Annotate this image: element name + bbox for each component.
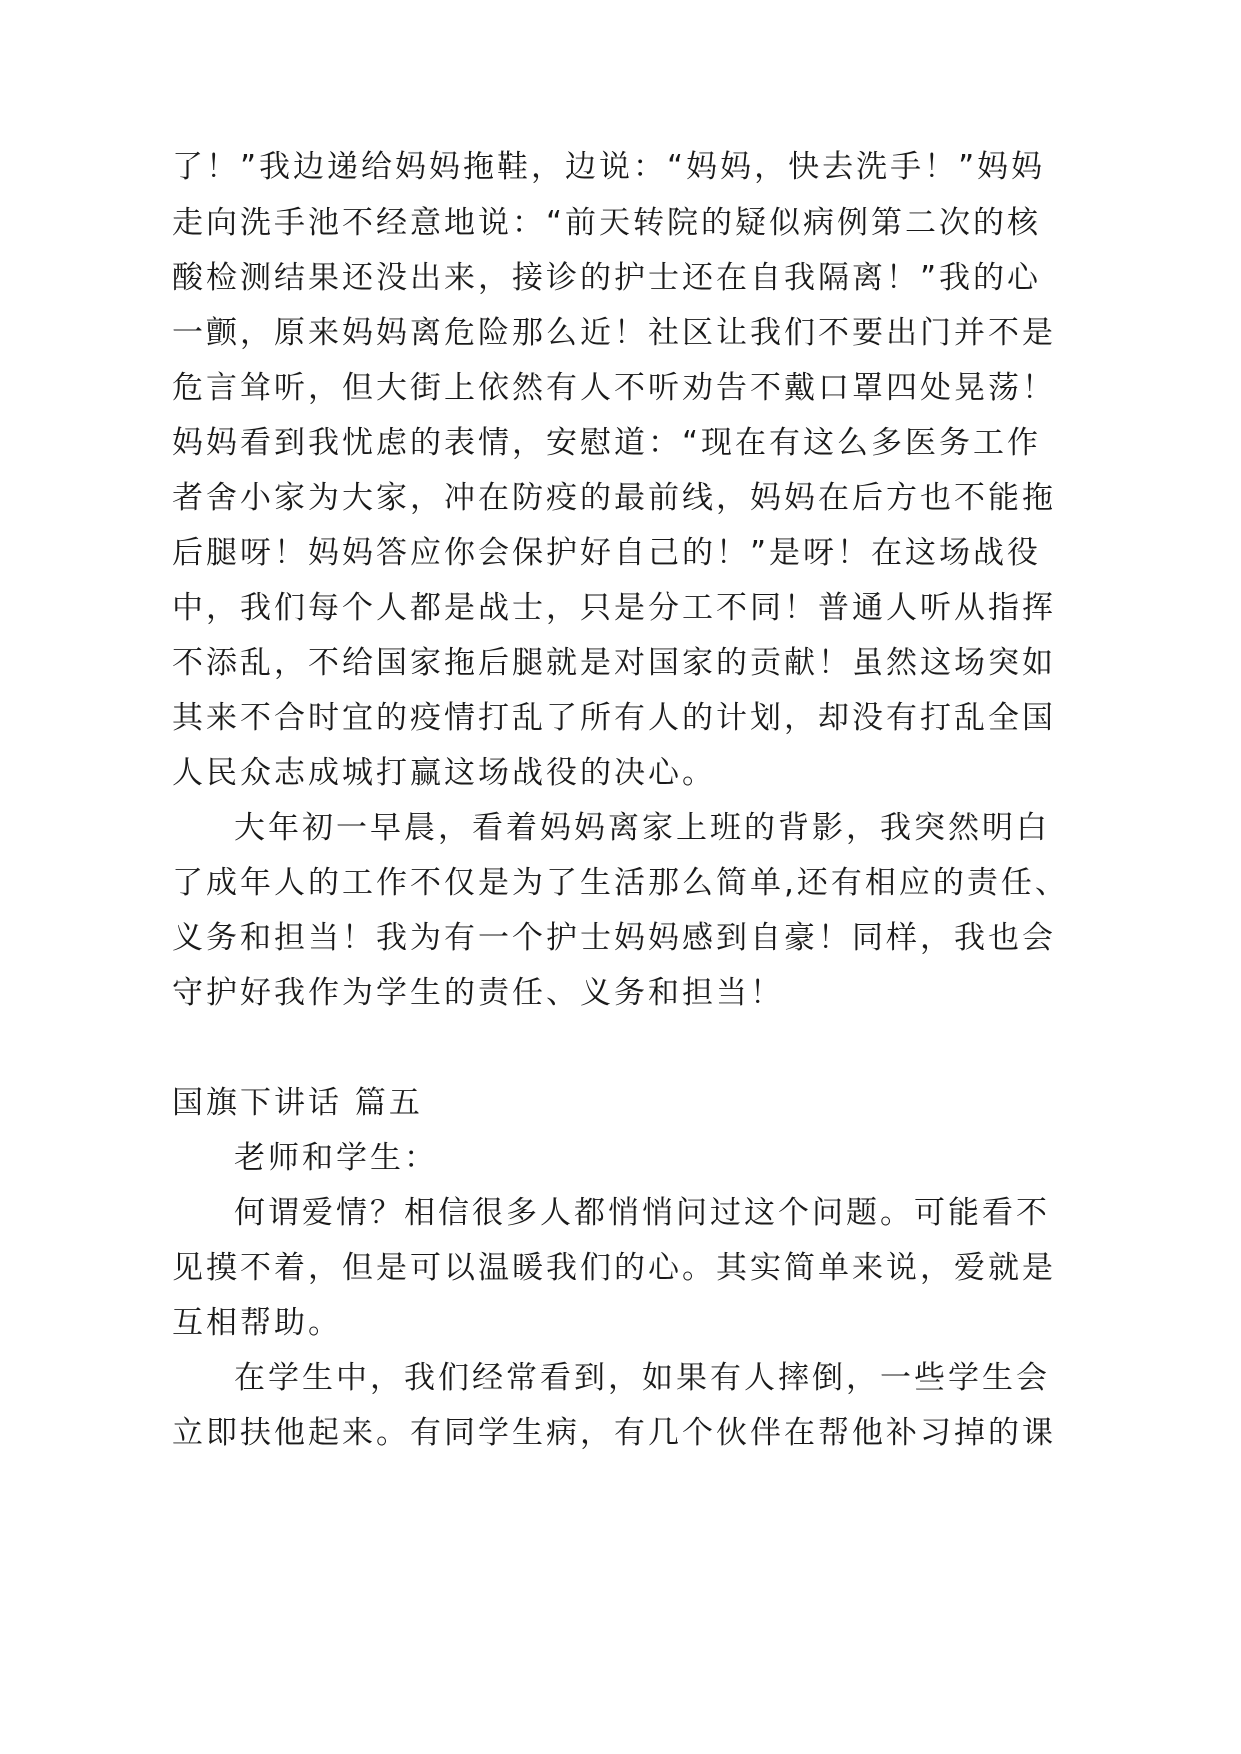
text-line: 中，我们每个人都是战士，只是分工不同！普通人听从指挥 [172,590,1056,626]
text-line: 了成年人的工作不仅是为了生活那么简单,还有相应的责任、 [172,865,1069,901]
text-line: 危言耸听，但大街上依然有人不听劝告不戴口罩四处晃荡！ [172,370,1056,406]
text-line: 不添乱，不给国家拖后腿就是对国家的贡献！虽然这场突如 [172,645,1056,681]
text-line: 立即扶他起来。有同学生病，有几个伙伴在帮他补习掉的课 [172,1415,1056,1451]
text-line: 者舍小家为大家，冲在防疫的最前线，妈妈在后方也不能拖 [172,480,1056,516]
text-line: 走向洗手池不经意地说：“前天转院的疑似病例第二次的核 [172,205,1042,241]
salutation: 老师和学生： [234,1140,438,1176]
text-line: 后腿呀！妈妈答应你会保护好自己的！”是呀！在这场战役 [172,535,1042,571]
text-line: 互相帮助。 [172,1305,342,1341]
text-line: 妈妈看到我忧虑的表情，安慰道：“现在有这么多医务工作 [172,425,1042,461]
text-line: 义务和担当！我为有一个护士妈妈感到自豪！同样，我也会 [172,920,1056,956]
text-line: 守护好我作为学生的责任、义务和担当！ [172,975,784,1011]
text-line: 何谓爱情？相信很多人都悄悄问过这个问题。可能看不 [234,1195,1050,1231]
text-line: 大年初一早晨，看着妈妈离家上班的背影，我突然明白 [234,810,1050,846]
text-line: 酸检测结果还没出来，接诊的护士还在自我隔离！”我的心 [172,260,1042,296]
text-line: 在学生中，我们经常看到，如果有人摔倒，一些学生会 [234,1360,1050,1396]
section-heading: 国旗下讲话 篇五 [172,1085,423,1121]
text-line: 其来不合时宜的疫情打乱了所有人的计划，却没有打乱全国 [172,700,1056,736]
text-line: 见摸不着，但是可以温暖我们的心。其实简单来说，爱就是 [172,1250,1056,1286]
text-line: 了！”我边递给妈妈拖鞋，边说：“妈妈，快去洗手！”妈妈 [172,149,1046,185]
text-line: 一颤，原来妈妈离危险那么近！社区让我们不要出门并不是 [172,315,1056,351]
text-line: 人民众志成城打赢这场战役的决心。 [172,755,716,791]
